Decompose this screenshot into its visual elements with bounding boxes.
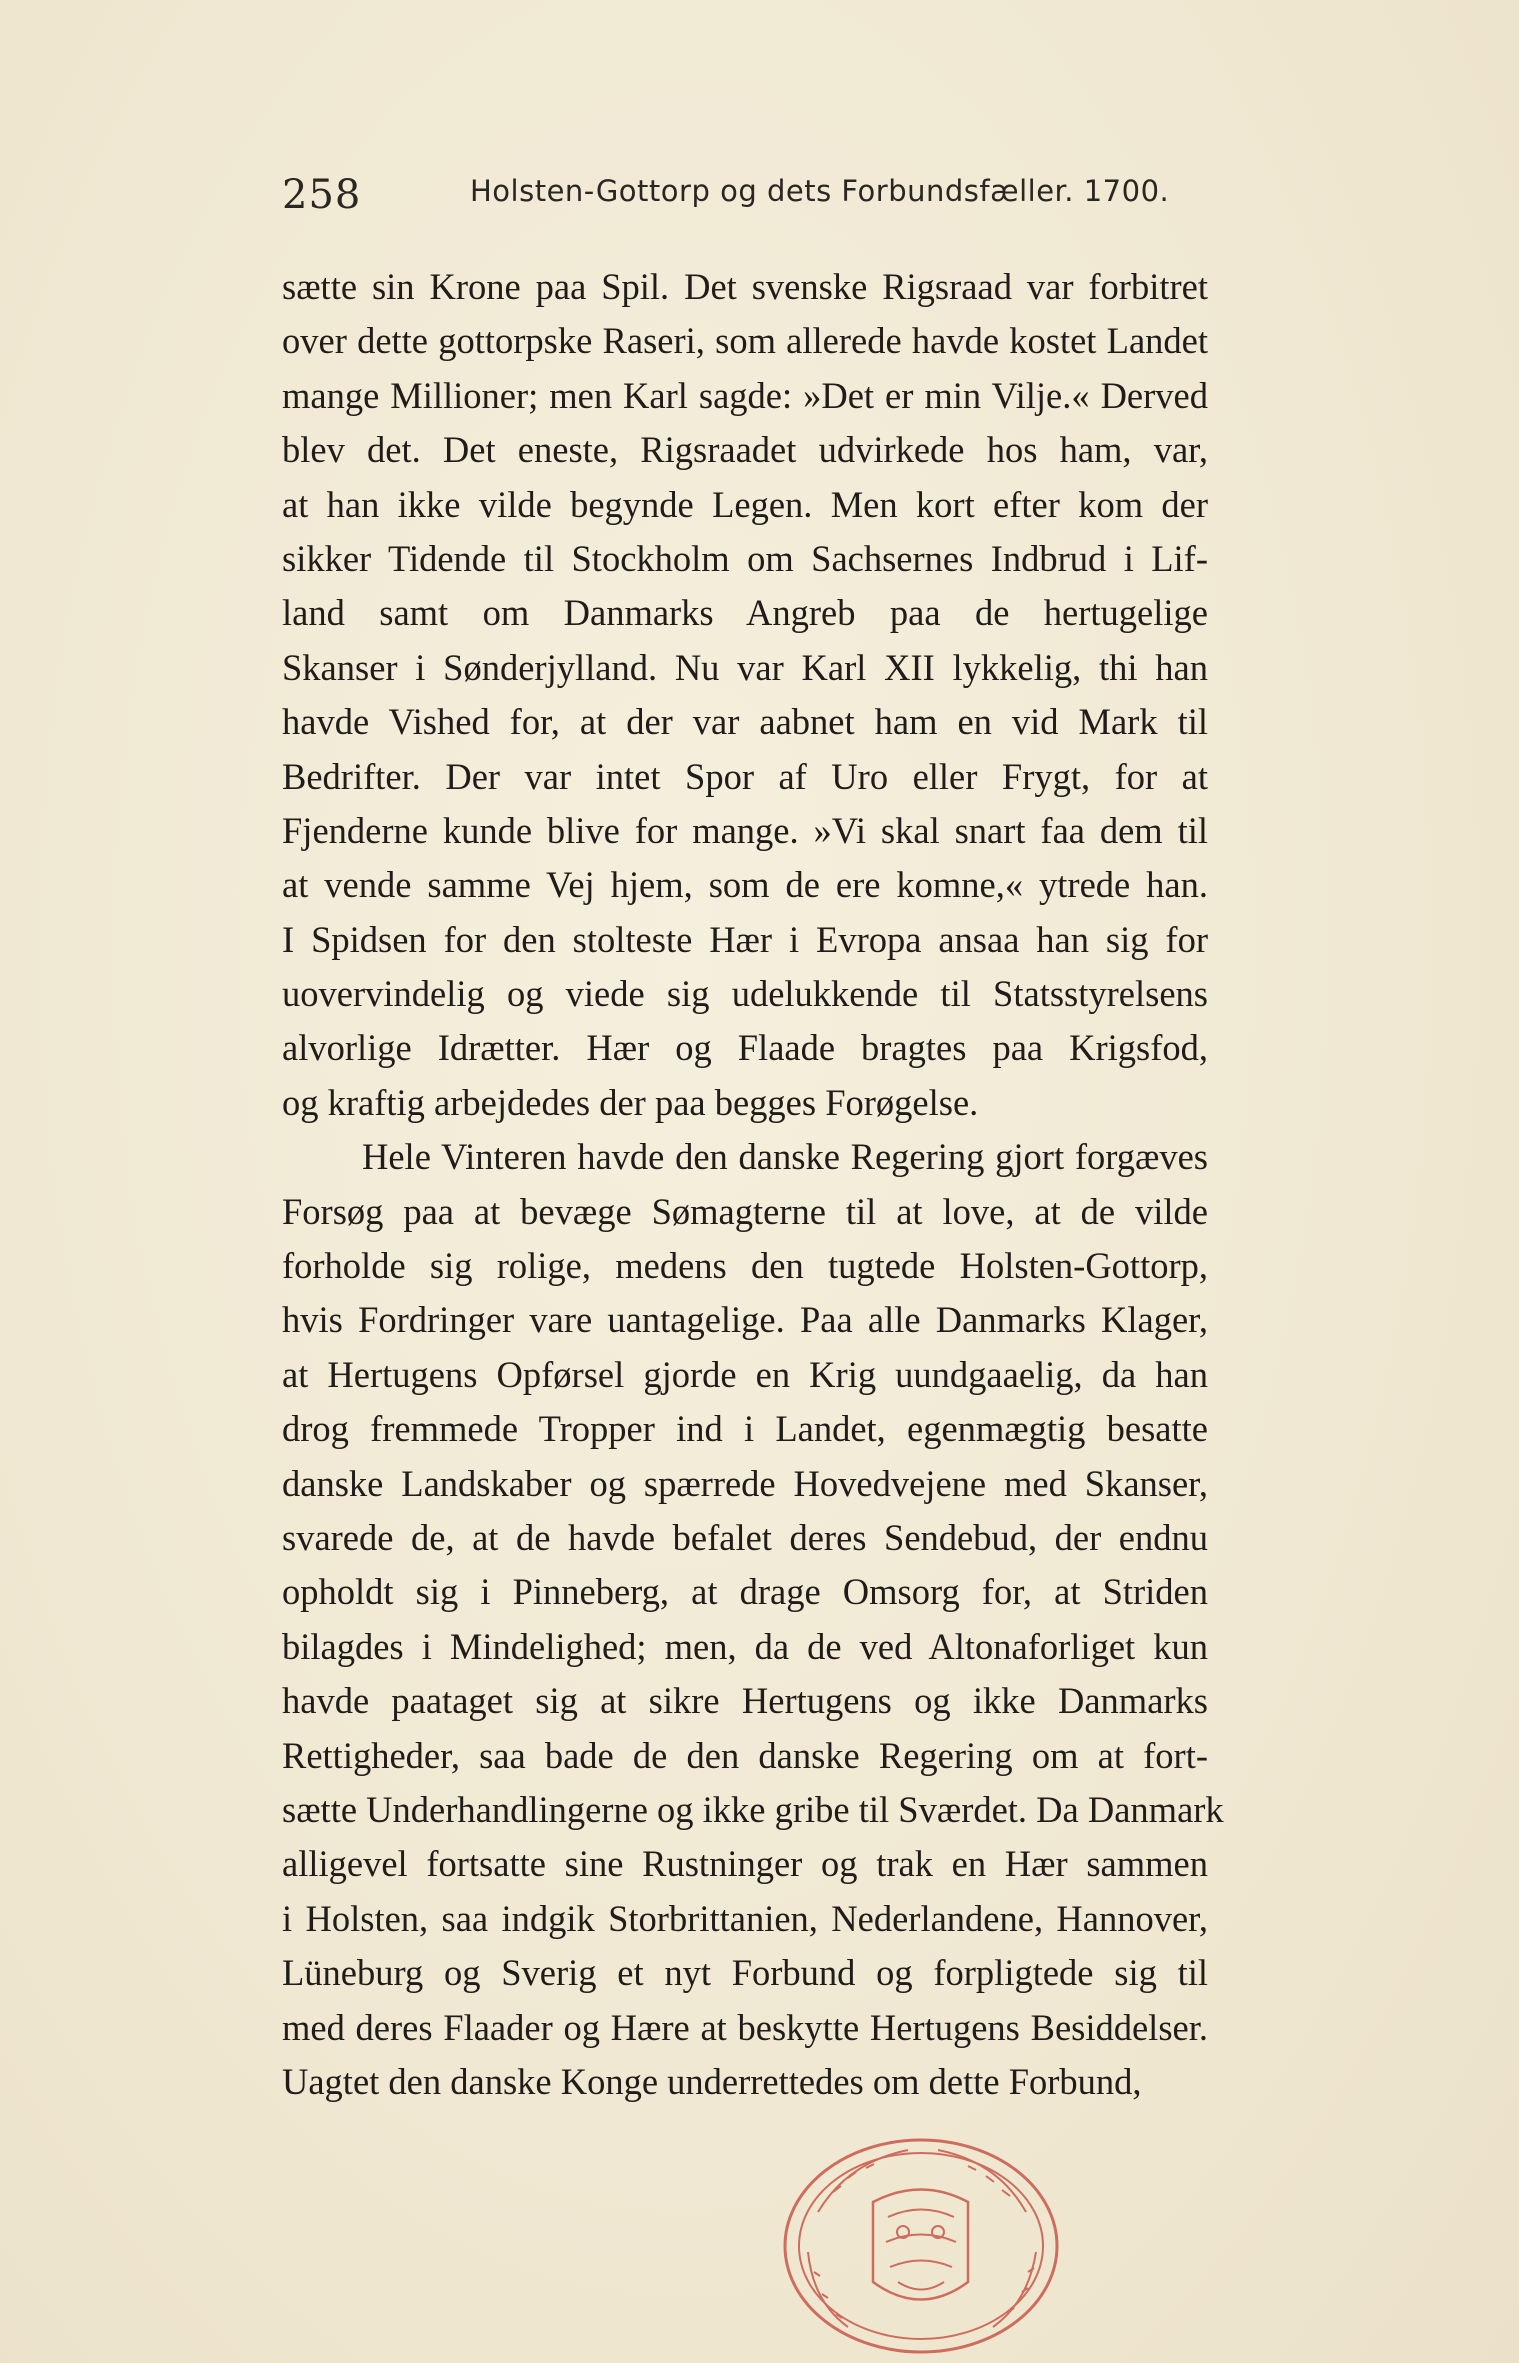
page-header	[282, 166, 1208, 226]
text-line: Uagtet den danske Konge underrettedes om dette Forbund,	[282, 2060, 1142, 2102]
text-line: hvis Fordringer vare uantagelige. Paa alle Danmarks Klager,	[282, 1299, 1208, 1341]
text-line: at han ikke vilde begynde Legen. Men kort efter kom der	[282, 483, 1208, 525]
text-line: Fjenderne kunde blive for mange. »Vi skal snart faa dem til	[282, 809, 1208, 851]
text-line: alvorlige Idrætter. Hær og Flaade bragtes paa Krigsfod,	[282, 1027, 1208, 1069]
paragraph-2	[282, 1130, 1224, 2109]
text-line: opholdt sig i Pinneberg, at drage Omsorg for, at Striden	[282, 1571, 1208, 1613]
text-line: sikker Tidende til Stockholm om Sachsernes Indbrud i Lif-	[282, 537, 1208, 579]
text-line: Skanser i Sønderjylland. Nu var Karl XII lykkelig, thi han	[282, 646, 1208, 688]
text-line: sætte sin Krone paa Spil. Det svenske Rigsraad var forbitret	[282, 266, 1208, 307]
text-line: havde paataget sig at sikre Hertugens og ikke Danmarks	[282, 1680, 1208, 1722]
text-line: uovervindelig og viede sig udelukkende til Statsstyrelsens	[282, 973, 1208, 1015]
text-line: blev det. Det eneste, Rigsraadet udvirkede hos ham, var,	[282, 429, 1208, 471]
text-line: at Hertugens Opførsel gjorde en Krig uundgaaelig, da han	[282, 1353, 1208, 1395]
body-text	[282, 260, 1224, 2109]
text-line: Forsøg paa at bevæge Sømagterne til at love, at de vilde	[282, 1190, 1208, 1232]
text-line: svarede de, at de havde befalet deres Sendebud, der endnu	[282, 1516, 1208, 1558]
text-line: og kraftig arbejdedes der paa begges Forøgelse.	[282, 1081, 979, 1123]
text-line: at vende samme Vej hjem, som de ere komne,« ytrede han.	[282, 864, 1208, 906]
text-line: forholde sig rolige, medens den tugtede Holsten-Gottorp,	[282, 1245, 1208, 1287]
text-line: over dette gottorpske Raseri, som allerede havde kostet Landet	[282, 320, 1208, 362]
running-title: Holsten-Gottorp og dets Forbundsfæller. 1700.	[470, 174, 1170, 208]
text-line: sætte Underhandlingerne og ikke gribe til Sværdet. Da Danmark	[282, 1788, 1224, 1830]
text-line: land samt om Danmarks Angreb paa de hertugelige	[282, 592, 1208, 634]
text-line: bilagdes i Mindelighed; men, da de ved Altonaforliget kun	[282, 1625, 1208, 1667]
text-line: Lüneburg og Sverig et nyt Forbund og forpligtede sig til	[282, 1952, 1208, 1994]
stamp-seal-icon	[778, 2132, 1064, 2358]
text-line: drog fremmede Tropper ind i Landet, egenmægtig besatte	[282, 1408, 1208, 1450]
paragraph-1	[282, 260, 1208, 1130]
text-line: i Holsten, saa indgik Storbrittanien, Nederlandene, Hannover,	[282, 1897, 1208, 1939]
text-line: Rettigheder, saa bade de den danske Regering om at fort-	[282, 1734, 1208, 1776]
page-number: 258	[282, 172, 362, 218]
text-line: Bedrifter. Der var intet Spor af Uro eller Frygt, for at	[282, 755, 1208, 797]
text-line: havde Vished for, at der var aabnet ham en vid Mark til	[282, 701, 1208, 743]
library-stamp	[778, 2132, 1064, 2358]
text-line: med deres Flaader og Hære at beskytte Hertugens Besiddelser.	[282, 2006, 1208, 2048]
text-line: danske Landskaber og spærrede Hovedvejene med Skanser,	[282, 1462, 1208, 1504]
text-line: alligevel fortsatte sine Rustninger og trak en Hær sammen	[282, 1843, 1208, 1885]
text-line: mange Millioner; men Karl sagde: »Det er min Vilje.« Derved	[282, 374, 1208, 416]
text-line: I Spidsen for den stolteste Hær i Evropa ansaa han sig for	[282, 918, 1208, 960]
text-line: Hele Vinteren havde den danske Regering gjort forgæves	[362, 1136, 1208, 1178]
